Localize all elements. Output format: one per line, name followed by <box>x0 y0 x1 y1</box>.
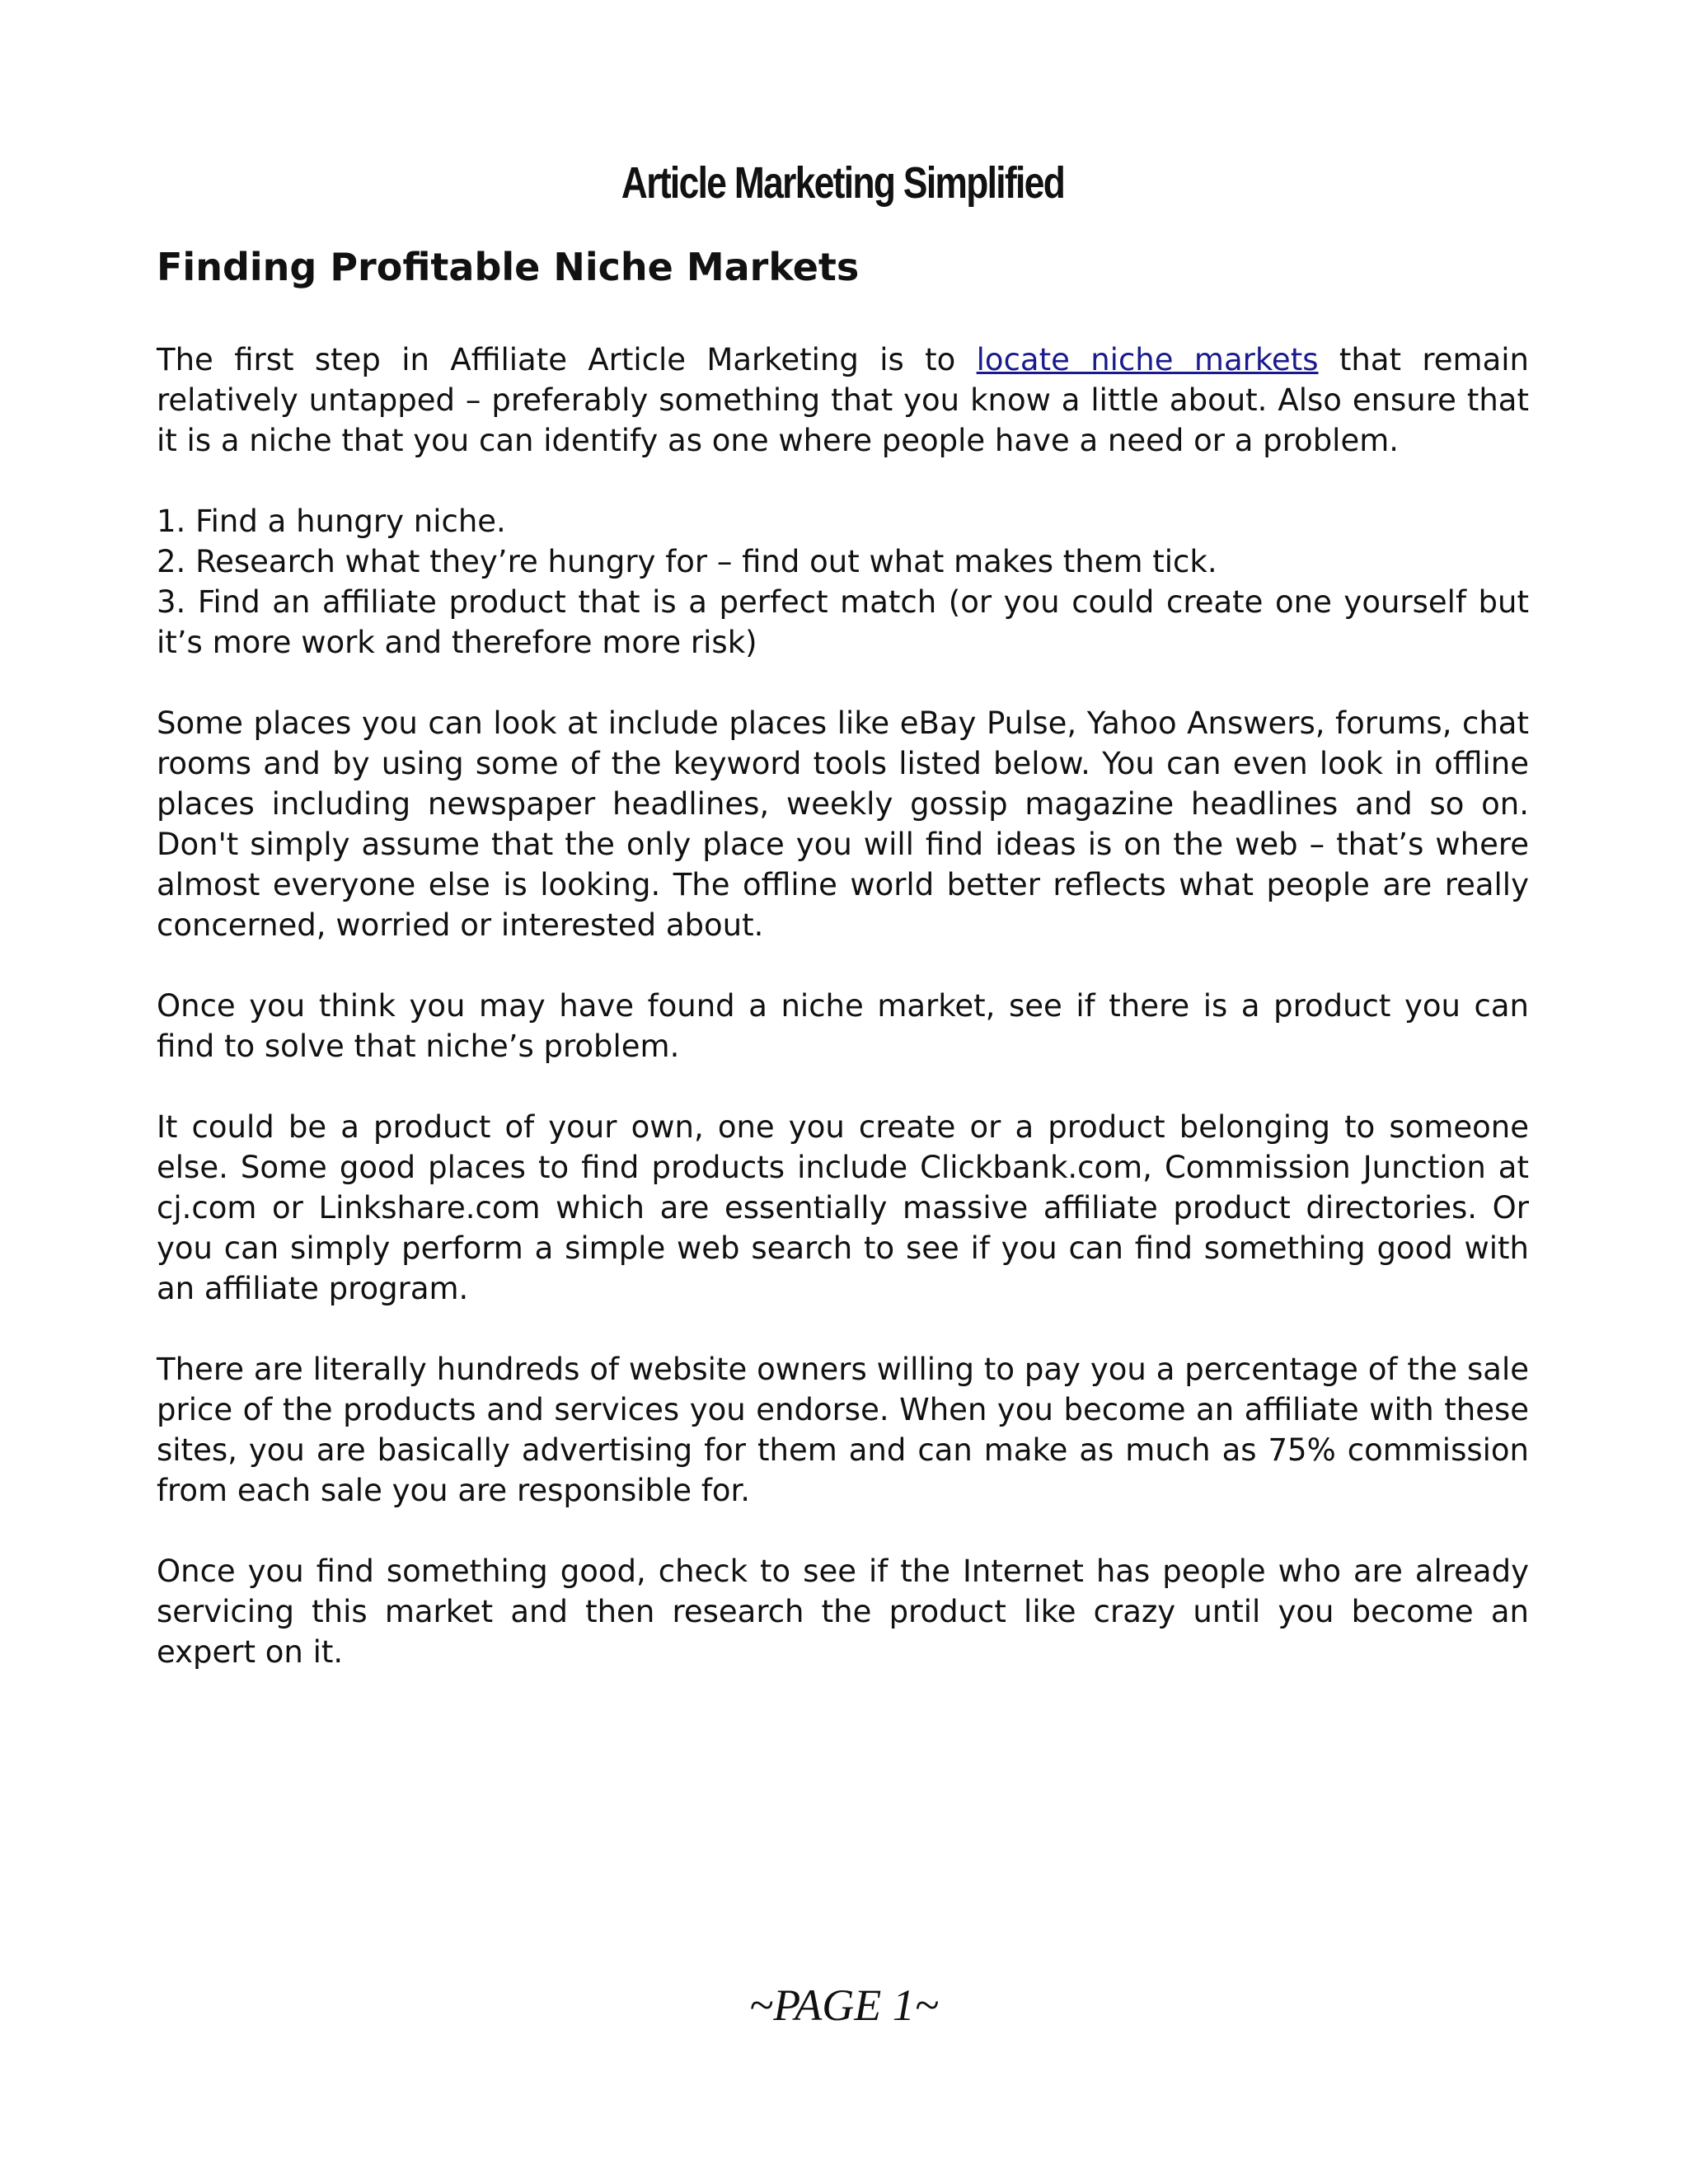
list-item: 3. Find an affiliate product that is a perfect match (or you could create one yourself but it’s more work and therefore more risk) <box>157 584 1529 660</box>
list-item: 1. Find a hungry niche. <box>157 504 506 539</box>
document-page <box>157 157 1529 1672</box>
paragraph-commission: There are literally hundreds of website owners willing to pay you a percentage of the sale price of the products and services you endorse. When you become an affiliate with these sites, you are basically advertising for them and can make as much as 75% commission from each sale you are responsible for. <box>157 1352 1529 1508</box>
paragraph-intro <box>157 340 1529 461</box>
locate-niche-markets-link[interactable]: locate niche markets <box>976 342 1319 377</box>
page-footer: ~PAGE 1~ <box>749 1980 939 2030</box>
paragraph-intro-text-after: that remain relatively untapped – preferably something that you know a little about. Also ensure that it is a niche that you can identify as one where people have a need or a problem. <box>157 342 1529 458</box>
steps-list <box>157 501 1529 663</box>
paragraph-research: Once you find something good, check to see if the Internet has people who are already servicing this market and then research the product like crazy until you become an expert on it. <box>157 1554 1529 1670</box>
paragraph-places: Some places you can look at include places like eBay Pulse, Yahoo Answers, forums, chat rooms and by using some of the keyword tools listed below. You can even look in offline places including newspaper headlines, weekly gossip magazine headlines and so on. Don't simply assume that the only place you will find ideas is on the web – that’s where almost everyone else is looking. The offline world better reflects what people are really concerned, worried or interested about. <box>157 705 1529 943</box>
list-item: 2. Research what they’re hungry for – find out what makes them tick. <box>157 544 1217 579</box>
document-title: Article Marketing Simplified <box>621 158 1065 208</box>
paragraph-find-product: Once you think you may have found a niche market, see if there is a product you can find to solve that niche’s problem. <box>157 988 1529 1064</box>
paragraph-intro-text-before: The first step in Affiliate Article Marketing is to <box>157 342 977 377</box>
paragraph-product-sources: It could be a product of your own, one you create or a product belonging to someone else. Some good places to find products include Clickbank.com, Commission Junction at cj.com or Linkshare.com which are essentially massive affiliate product directories. Or you can simply perform a simple web search to see if you can find something good with an affiliate program. <box>157 1109 1529 1306</box>
section-heading: Finding Profitable Niche Markets <box>157 245 860 289</box>
